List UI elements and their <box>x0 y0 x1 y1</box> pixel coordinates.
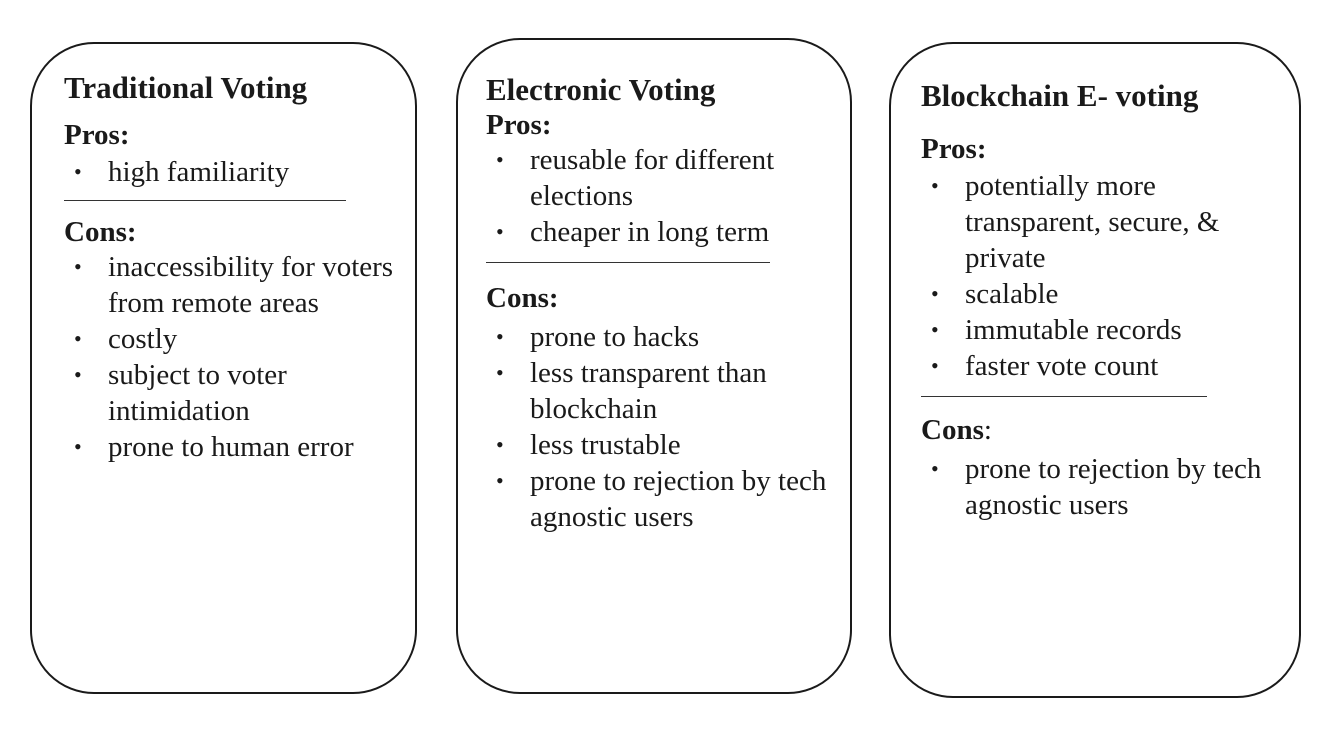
card-title: Blockchain E- voting <box>921 78 1199 113</box>
bullet-icon: • <box>74 434 82 459</box>
pros-heading: Pros: <box>64 119 130 151</box>
bullet-icon: • <box>931 456 939 481</box>
pros-heading: Pros: <box>921 133 987 165</box>
pros-item <box>921 348 1291 384</box>
card-content <box>921 78 1291 523</box>
divider <box>64 200 346 201</box>
cons-item-text: prone to rejection by tech agnostic users <box>530 465 827 533</box>
cons-item <box>486 427 836 463</box>
pros-item-text: immutable records <box>965 314 1182 346</box>
cons-label: Cons <box>921 414 984 446</box>
pros-label: Pros <box>64 119 120 151</box>
pros-item-text: high familiarity <box>108 156 290 188</box>
bullet-icon: • <box>74 362 82 387</box>
card-content <box>64 70 404 465</box>
pros-heading: Pros: <box>486 109 552 141</box>
pros-list <box>921 168 1291 384</box>
cons-heading: Cons: <box>64 216 137 248</box>
cons-list <box>64 249 404 465</box>
cons-item-text: inaccessibility for voters from remote areas <box>108 251 394 319</box>
pros-item-text: cheaper in long term <box>530 216 770 248</box>
electronic-voting-card <box>456 38 852 694</box>
pros-item <box>486 214 836 250</box>
cons-item-text: subject to voter intimidation <box>108 359 287 427</box>
cons-item <box>64 429 404 465</box>
divider <box>921 396 1207 397</box>
cons-label: Cons <box>64 216 127 248</box>
cons-item <box>486 463 836 535</box>
cons-item <box>921 451 1291 523</box>
bullet-icon: • <box>931 281 939 306</box>
bullet-icon: • <box>74 254 82 279</box>
bullet-icon: • <box>496 360 504 385</box>
cons-item <box>64 321 404 357</box>
cons-heading: Cons: <box>921 414 992 446</box>
blockchain-e-voting-card <box>889 42 1301 698</box>
cons-heading: Cons: <box>486 282 559 314</box>
traditional-voting-card <box>30 42 417 694</box>
pros-label: Pros <box>486 109 542 141</box>
cons-item-text: prone to hacks <box>530 321 700 353</box>
cons-item-text: less transparent than blockchain <box>530 357 767 425</box>
bullet-icon: • <box>496 147 504 172</box>
bullet-icon: • <box>931 353 939 378</box>
pros-item <box>921 276 1291 312</box>
cons-item <box>64 357 404 429</box>
bullet-icon: • <box>931 173 939 198</box>
pros-item-text: potentially more transparent, secure, & private <box>965 170 1220 274</box>
pros-list <box>486 142 836 250</box>
cons-list <box>486 319 836 535</box>
bullet-icon: • <box>74 326 82 351</box>
bullet-icon: • <box>496 324 504 349</box>
cons-list <box>921 451 1291 523</box>
cons-item-text: costly <box>108 323 178 355</box>
pros-item <box>64 154 404 190</box>
bullet-icon: • <box>74 159 82 184</box>
card-title: Traditional Voting <box>64 70 308 105</box>
bullet-icon: • <box>931 317 939 342</box>
card-title: Electronic Voting <box>486 72 716 107</box>
pros-list <box>64 154 404 190</box>
pros-item-text: faster vote count <box>965 350 1159 382</box>
divider <box>486 262 770 263</box>
pros-item <box>921 312 1291 348</box>
cons-item-text: prone to rejection by tech agnostic users <box>965 453 1262 521</box>
pros-item <box>921 168 1291 276</box>
cons-item-text: prone to human error <box>108 431 354 463</box>
pros-item <box>486 142 836 214</box>
bullet-icon: • <box>496 432 504 457</box>
pros-item-text: scalable <box>965 278 1059 310</box>
bullet-icon: • <box>496 219 504 244</box>
cons-label: Cons <box>486 282 549 314</box>
cons-item <box>486 355 836 427</box>
card-content <box>486 72 836 535</box>
pros-label: Pros <box>921 133 977 165</box>
bullet-icon: • <box>496 468 504 493</box>
pros-item-text: reusable for different elections <box>530 144 775 212</box>
cons-item-text: less trustable <box>530 429 681 461</box>
cons-item <box>486 319 836 355</box>
cons-item <box>64 249 404 321</box>
